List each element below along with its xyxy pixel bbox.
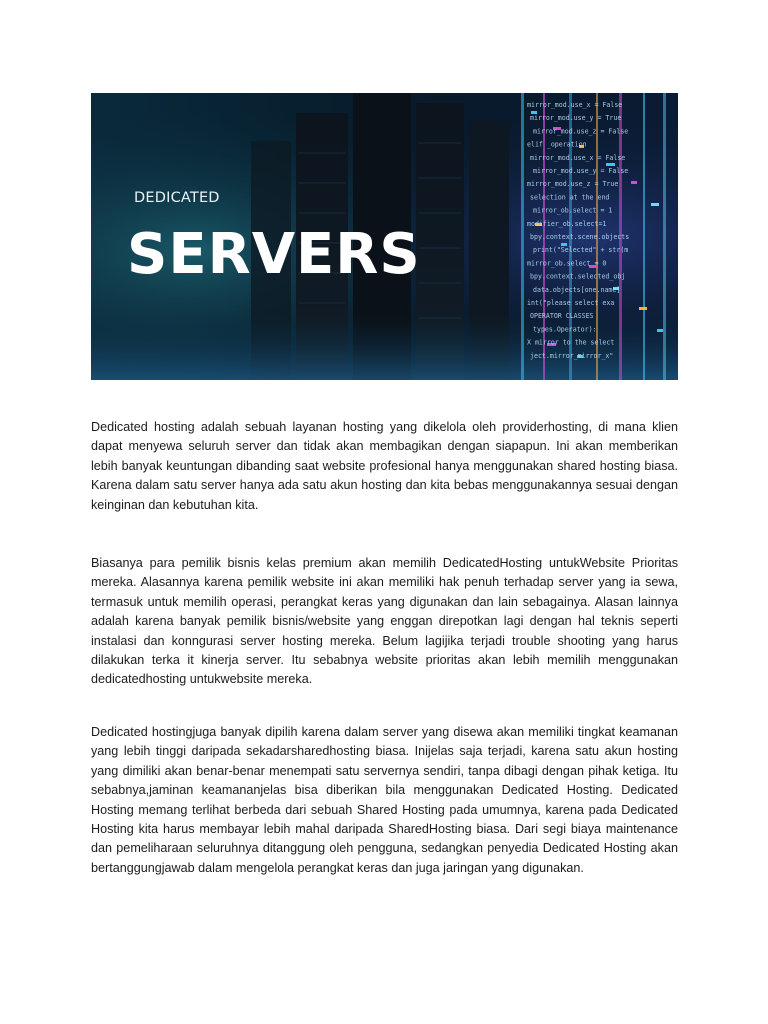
code-line: mirror_mod.use_y = True — [530, 114, 622, 123]
code-line: mirror_mod.use_x = False — [530, 153, 626, 162]
dedicated-servers-banner — [91, 93, 678, 380]
code-line: mirror_mod.use_y = False — [533, 167, 629, 175]
code-line: modifier_ob.select=1 — [527, 219, 607, 228]
code-line: types.Operator): — [533, 325, 597, 334]
paragraph-3: Dedicated hostingjuga banyak dipilih karena dalam server yang disewa akan memiliki tingkat keamanan yang lebih tinggi daripada sekadarsharedhosting biasa. Inijelas saja terjadi, karena satu akun hosting yang dimiliki akan benar-benar menempati satu servernya sendiri, tanpa dibagi dengan pihak ketiga. Itu sebabnya,jaminan keamananjelas bisa diberikan bila menggunakan Dedicated Hosting. Dedicated Hosting memang terlihat berbeda dari sebuah Shared Hosting pada umumnya, karena pada Dedicated Hosting kita harus membayar lebih mahal daripada SharedHosting biasa. Dari segi biaya maintenance dan pemeliharaan seluruhnya ditanggung oleh pengguna, sedangkan penyedia Dedicated Hosting akan bertanggungjawab dalam mengelola perangkat keras dan juga jaringan yang digunakan. — [91, 725, 678, 875]
code-line: mirror_mod.use_z = False — [533, 127, 629, 136]
code-line: mirror_mod.use_z = True — [527, 180, 619, 189]
code-line: mirror_ob.select = 1 — [533, 206, 613, 215]
code-line: print("Selected" + str(m — [533, 246, 629, 255]
code-line: ject.mirror_mirror_x" — [530, 351, 614, 360]
code-line: mirror_ob.select = 0 — [527, 259, 607, 268]
code-line: selection at the end — [530, 193, 610, 202]
code-line: elif _operation — [527, 140, 587, 149]
banner-illustration — [91, 93, 678, 380]
paragraph-2: Biasanya para pemilik bisnis kelas premium akan memilih DedicatedHosting untukWebsite Prioritas mereka. Alasannya karena pemilik website ini akan memiliki hak penuh terhadap server yang ia sewa, termasuk untuk memilih operasi, perangkat keras yang digunakan dan lain sebagainya. Alasan lainnya adalah karena banyak pemilik bisnis/website yang enggan direpotkan lagi dengan hal teknis seperti instalasi dan konngurasi server hosting mereka. Belum lagijika terjadi trouble shooting yang harus dilakukan terka it kinerja server. Itu sebabnya website prioritas akan lebih memilih menggunakan dedicatedhosting untukwebsite mereka. — [91, 556, 678, 687]
code-line: bpy.context.selected_obj — [530, 272, 626, 281]
code-line: int("please select exa — [527, 299, 615, 307]
code-line: mirror_mod.use_x = False — [527, 101, 623, 109]
code-line: X mirror to the select — [527, 338, 615, 347]
banner-big-title: SERVERS — [127, 222, 421, 287]
code-line: data.objects[one.name] — [533, 285, 621, 294]
banner-small-title: DEDICATED — [134, 190, 220, 206]
paragraph-1: Dedicated hosting adalah sebuah layanan hosting yang dikelola oleh providerhosting, di mana klien dapat menyewa seluruh server dan tidak akan membagikan dengan siapapun. Ini akan memberikan lebih banyak keuntungan dibanding saat website profesional hanya menggunakan shared hosting biasa. Karena dalam satu server hanya ada satu akun hosting dan kita bebas menggunakannya sesuai dengan keinginan dan kebutuhan kita. — [91, 420, 678, 512]
code-line: bpy.context.scene.objects — [530, 233, 630, 241]
code-line: OPERATOR CLASSES — [530, 312, 594, 321]
